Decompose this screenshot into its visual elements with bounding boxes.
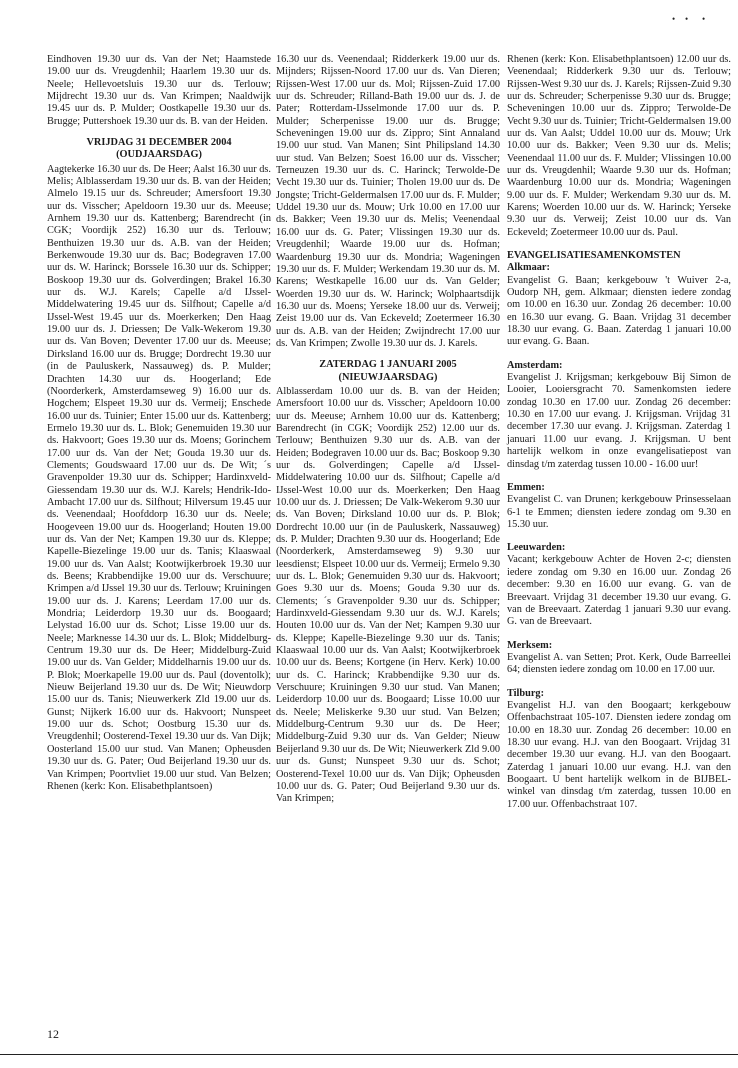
- place-name: Merksem:: [507, 639, 553, 651]
- edge-mark: •: [702, 14, 706, 24]
- heading-line: VRIJDAG 31 DECEMBER 2004: [86, 137, 232, 149]
- place-name: Tilburg:: [507, 687, 545, 699]
- column-middle: [276, 54, 500, 806]
- place-text: Evangelist H.J. van den Boogaart; kerkgebouw Offenbachstraat 105-107. Diensten iedere zondag om 10.00 en 18.30 uur. Zondag 26 december: 10.00 en 18.30 uur evang. H.J. van den Boogaart. Vrijdag 31 december 19.30 uur evang. H.J. van den Boogaart. Zaterdag 1 januari 10.00 uur evang. H.J. van den Boogaart. U bent hartelijk welkom in de BIJBEL-winkel van dinsdag t/m zaterdag, tussen 10.00 en 17.00 uur. Offenbachstraat 107.: [507, 699, 731, 810]
- paragraph: Aagtekerke 16.30 uur ds. De Heer; Aalst 16.30 uur ds. Melis; Alblasserdam 19.30 uur ds. B. van der Heiden; Almelo 19.15 uur ds. Schreuder; Amersfoort 19.30 uur ds. Visscher; Apeldoorn 19.30 uur ds. Meeuse; Arnhem 19.30 uur ds. Kattenberg; Barendrecht (in CGK; Voordijk 252) 16.30 uur ds. Terlouw; Benthuizen 19.30 uur ds. A.B. van der Heiden; Berkenwoude 19.30 uur ds. Bac; Bodegraven 17.00 uur ds. W. Harinck; Borssele 16.30 uur ds. Schipper; Boskoop 19.30 uur ds. Golverdingen; Brakel 16.30 uur ds. W.J. Karels; Capelle a/d IJssel-Middelwatering 19.45 uur ds. Silfhout; Capelle a/d IJssel-West 19.45 uur ds. Moerkerken; Den Haag 19.00 uur ds. J. Driessen; De Valk-Wekerom 19.30 uur ds. Van Boven; Deventer 17.00 uur ds. Meeuse; Dirksland 16.00 uur ds. Brugge; Dordrecht 19.30 uur (in de Pauluskerk, Nassauweg) ds. P. Mulder; Drachten 14.30 uur ds. Hoogerland; Ede (Noorderkerk, Amsterdamseweg 9) 16.00 uur ds. Hogchem; Elspeet 19.30 uur ds. Vermeij; Enschede 16.00 uur ds. Tuinier; Enter 15.00 uur ds. Kattenberg; Ermelo 19.30 uur ds. L. Blok; Genemuiden 19.30 uur ds. Hakvoort; Goes 19.30 uur ds. Moens; Gorinchem 17.00 uur ds. Van der Net; Gouda 19.30 uur ds. Clements; Goudswaard 17.00 uur ds. De Wit; ´s Gravenpolder 19.30 uur ds. Schipper; Hardinxveld-Giessendam 19.30 uur ds. W.J. Karels; Hendrik-Ido-Ambacht 17.00 uur ds. Silfhout; Hilversum 19.45 uur ds. Veenendaal; Hoofddorp 16.30 uur ds. Neele; Hoogeveen 19.00 uur ds. Hoogerland; Houten 19.00 uur ds. Van der Net; Kampen 19.30 uur ds. Kleppe; Kapelle-Biezelinge 19.00 uur ds. Tanis; Klaaswaal 19.00 uur ds. Van Aalst; Kootwijkerbroek 19.30 uur ds. Beens; Krabbendijke 19.00 uur ds. Verschuure; Krimpen a/d IJssel 19.30 uur ds. Terlouw; Kruiningen 19.00 uur ds. J. Karens; Leerdam 17.00 uur ds. Mondria; Leiderdorp 19.30 uur ds. Boogaard; Lelystad 16.00 uur ds. Schot; Lisse 19.00 uur ds. Neele; Marknesse 14.30 uur ds. L. Blok; Middelburg-Centrum 19.30 uur ds. De Heer; Middelburg-Zuid 19.00 uur ds. Van Gelder; Middelharnis 19.00 uur ds. P. Blok; Moerkapelle 19.00 uur ds. Paul (doventolk); Nieuw Beijerland 19.30 uur ds. De Wit; Nieuwdorp 15.00 uur ds. Tanis; Nieuwerkerk Zld 19.00 uur ds. Gunst; Nijkerk 16.00 uur ds. Hakvoort; Nunspeet 19.00 uur ds. Schot; Oostburg 15.30 uur ds. Vreugdenhil; Oosterend-Texel 19.30 uur ds. Van Dijk; Oosterland 15.00 uur stud. Van Manen; Opheusden 19.30 uur ds. G. Pater; Oud Beijerland 19.30 uur ds. Van Krimpen; Poortvliet 19.00 uur stud. Van Belzen; Rhenen (kerk: Kon. Elisabethplantsoen): [47, 163, 271, 792]
- place-text: Evangelist A. van Setten; Prot. Kerk, Oude Barreellei 64; diensten iedere zondag om 10.00 en 17.00 uur.: [507, 651, 731, 676]
- paragraph: Rhenen (kerk: Kon. Elisabethplantsoen) 12.00 uur ds. Veenendaal; Ridderkerk 9.30 uur ds. Terlouw; Rijssen-West 9.30 uur ds. J. Karels; Rijssen-Zuid 9.30 uur ds. Schreuder; Scherpenisse 9.30 uur ds. Brugge; Scheveningen 10.00 uur ds. Zippro; Terwolde-De Vecht 9.30 uur ds. Tuinier; Tricht-Geldermalsen 19.00 uur ds. Van Aalst; Uddel 10.00 uur ds. Mouw; Urk 10.00 uur ds. Bakker; Veen 9.30 uur ds. Melis; Veenendaal 11.00 uur ds. F. Mulder; Vlissingen 10.00 uur ds. Vreugdenhil; Waarde 9.30 uur ds. Hofman; Waardenburg 10.00 uur ds. Mondria; Wageningen 9.00 uur ds. F. Mulder; Werkendam 9.30 uur ds. M. Karens; Woerden 10.00 uur ds. W. Harinck; Yerseke 9.30 uur ds. Verweij; Zeist 10.00 uur ds. Van Eckeveld; Zoetermeer 10.00 uur ds. Paul.: [507, 54, 731, 238]
- place-text: Evangelist J. Krijgsman; kerkgebouw Bij Simon de Looier, Looiersgracht 70. Samenkomsten iedere zondag 10.30 en 17.00 uur. Zondag 26 december: 10.30 en 17.00 uur evang. J. Krijgsman. Vrijdag 31 december 17.30 uur evang. J. Krijgsman. Zaterdag 1 januari 11.00 uur evang. J. Krijgsman. U bent hartelijk welkom in onze evangelisatiepost van dinsdag t/m zaterdag tussen 10.00 - 16.00 uur!: [507, 372, 731, 470]
- place-name: Emmen:: [507, 481, 545, 493]
- edge-mark: •: [685, 14, 689, 24]
- heading-line: (NIEUWJAARSDAG): [338, 371, 438, 383]
- section-heading-friday: [47, 137, 271, 162]
- place-name: Amsterdam:: [507, 359, 563, 371]
- column-left: [47, 54, 271, 793]
- bottom-rule: [0, 1054, 738, 1055]
- paragraph: Alblasserdam 10.00 uur ds. B. van der Heiden; Amersfoort 10.00 uur ds. Visscher; Apeldoorn 10.00 uur ds. Meeuse; Arnhem 10.00 uur ds. Kattenberg; Barendrecht (in CGK; Voordijk 252) 12.00 uur ds. Terlouw; Benthuizen 9.30 uur ds. A.B. van der Heiden; Bodegraven 10.00 uur ds. Bac; Boskoop 9.30 uur ds. Golverdingen; Capelle a/d IJssel-Middelwatering 10.00 uur ds. Silfhout; Capelle a/d IJssel-West 10.00 uur ds. Moerkerken; Den Haag 10.00 uur ds. J. Driessen; De Valk-Wekerom 9.30 uur ds. Van Boven; Dirksland 10.00 uur ds. P. Blok; Dordrecht 10.00 uur (in de Pauluskerk, Nassauweg) ds. P. Mulder; Drachten 9.30 uur ds. Hoogerland; Ede (Noorderkerk, Amsterdamseweg 9) 9.30 uur leesdienst; Elspeet 10.00 uur ds. Vermeij; Ermelo 9.30 uur ds. L. Blok; Genemuiden 9.30 uur ds. Hakvoort; Goes 9.30 uur ds. Moens; Gouda 9.30 uur ds. Clements; ´s Gravenpolder 9.30 uur ds. Schipper; Hardinxveld-Giessendam 9.30 uur ds. W.J. Karels; Houten 10.00 uur ds. Van der Net; Kampen 9.30 uur ds. Kleppe; Kapelle-Biezelinge 9.30 uur ds. Tanis; Klaaswaal 10.00 uur ds. Van Aalst; Kootwijkerbroek 10.00 uur ds. Beens; Kortgene (in Herv. Kerk) 10.00 uur ds. C. Harinck; Krabbendijke 9.30 uur ds. Verschuure; Kruiningen 9.30 uur stud. Van Manen; Leiderdorp 10.00 uur ds. Boogaard; Lisse 10.00 uur ds. Neele; Meliskerke 9.30 uur stud. Van Belzen; Middelburg-Centrum 9.30 uur ds. De Heer; Middelburg-Zuid 9.30 uur ds. Van Gelder; Nieuw Beijerland 9.30 uur ds. De Wit; Nieuwerkerk Zld 9.00 uur ds. Gunst; Nunspeet 9.30 uur ds. Schot; Oosterend-Texel 10.00 uur ds. Van Dijk; Opheusden 10.00 uur ds. G. Pater; Oud Beijerland 9.30 uur ds. Van Krimpen;: [276, 385, 501, 805]
- heading-line: (OUDJAARSDAG): [116, 149, 202, 161]
- heading-line: ZATERDAG 1 JANUARI 2005: [319, 359, 457, 371]
- edge-mark: •: [672, 14, 676, 24]
- paragraph: Eindhoven 19.30 uur ds. Van der Net; Haamstede 19.00 uur ds. Vreugdenhil; Haarlem 19.30 uur ds. Neele; Hellevoetsluis 19.30 uur ds. Terlouw; Mijdrecht 19.30 uur ds. Van Krimpen; Naaldwijk 19.45 uur ds. P. Mulder; Oostkapelle 19.30 uur ds. Brugge; Puttershoek 19.30 uur ds. B. van der Heiden.: [47, 54, 271, 127]
- paragraph: 16.30 uur ds. Veenendaal; Ridderkerk 19.00 uur ds. Mijnders; Rijssen-Noord 17.00 uur ds. Van Dieren; Rijssen-West 17.00 uur ds. Mol; Rijssen-Zuid 17.00 uur ds. Schreuder; Rilland-Bath 19.00 uur ds. J. de Pater; Rotterdam-IJsselmonde 17.00 uur ds. P. Mulder; Scherpenisse 19.00 uur ds. Brugge; Scheveningen 19.00 uur ds. Zippro; Sint Annaland 19.00 uur stud. Van Manen; Sint Philipsland 14.30 uur stud. Van Belzen; Soest 16.00 uur ds. Visscher; Terneuzen 19.30 uur ds. C. Harinck; Terwolde-De Vecht 19.30 uur ds. Tuinier; Tholen 19.00 uur ds. De Jongste; Tricht-Geldermalsen 17.00 uur ds. F. Mulder; Uddel 19.30 uur ds. Mouw; Urk 10.00 en 17.00 uur ds. Bakker; Veen 19.30 uur ds. Melis; Veenendaal 16.00 uur ds. G. Pater; Vlissingen 19.30 uur ds. Vreugdenhil; Waarde 19.00 uur ds. Hofman; Waardenburg 19.30 uur ds. Mondria; Wageningen 19.30 uur ds. F. Mulder; Werkendam 19.30 uur ds. M. Karens; Westkapelle 16.00 uur ds. Van Gelder; Woerden 19.30 uur ds. W. Harinck; Wolphaartsdijk 16.30 uur ds. Moens; Yerseke 18.00 uur ds. Verweij; Zeist 19.00 uur ds. Van Eckeveld; Zoetermeer 16.30 uur ds. A.B. van der Heiden; Zwijndrecht 17.00 uur ds. Van Krimpen; Zwolle 19.30 uur ds. J. Karels.: [276, 54, 500, 349]
- place-text: Vacant; kerkgebouw Achter de Hoven 2-c; diensten iedere zondag om 9.30 en 16.00 uur. Zondag 26 december: 9.30 en 16.00 uur evang. G. van de Breevaart. Vrijdag 31 december 19.30 uur evang. G. van de Breevaart. Zaterdag 1 januari 9.30 uur evang. G. van de Breevaart.: [507, 554, 731, 628]
- page-number: 12: [47, 1027, 59, 1041]
- place-text: Evangelist C. van Drunen; kerkgebouw Prinsesselaan 6-1 te Emmen; diensten iedere zondag om 9.30 en 15.30 uur.: [507, 494, 731, 530]
- place-name: Leeuwarden:: [507, 542, 566, 554]
- place-name: Alkmaar:: [507, 262, 550, 274]
- evangelisation-title: EVANGELISATIESAMENKOMSTEN: [507, 250, 681, 262]
- section-heading-saturday: [276, 359, 500, 384]
- place-text: Evangelist G. Baan; kerkgebouw 't Wuiver 2-a, Oudorp NH, gem. Alkmaar; diensten iedere zondag om 10.00 en 16.30 uur. Zondag 26 december: 10.00 en 16.30 uur evang. G. Baan. Vrijdag 31 december 18.30 uur evang. G. Baan. Zaterdag 1 januari 10.00 uur evang. G. Baan.: [507, 274, 731, 348]
- column-right: [507, 54, 731, 811]
